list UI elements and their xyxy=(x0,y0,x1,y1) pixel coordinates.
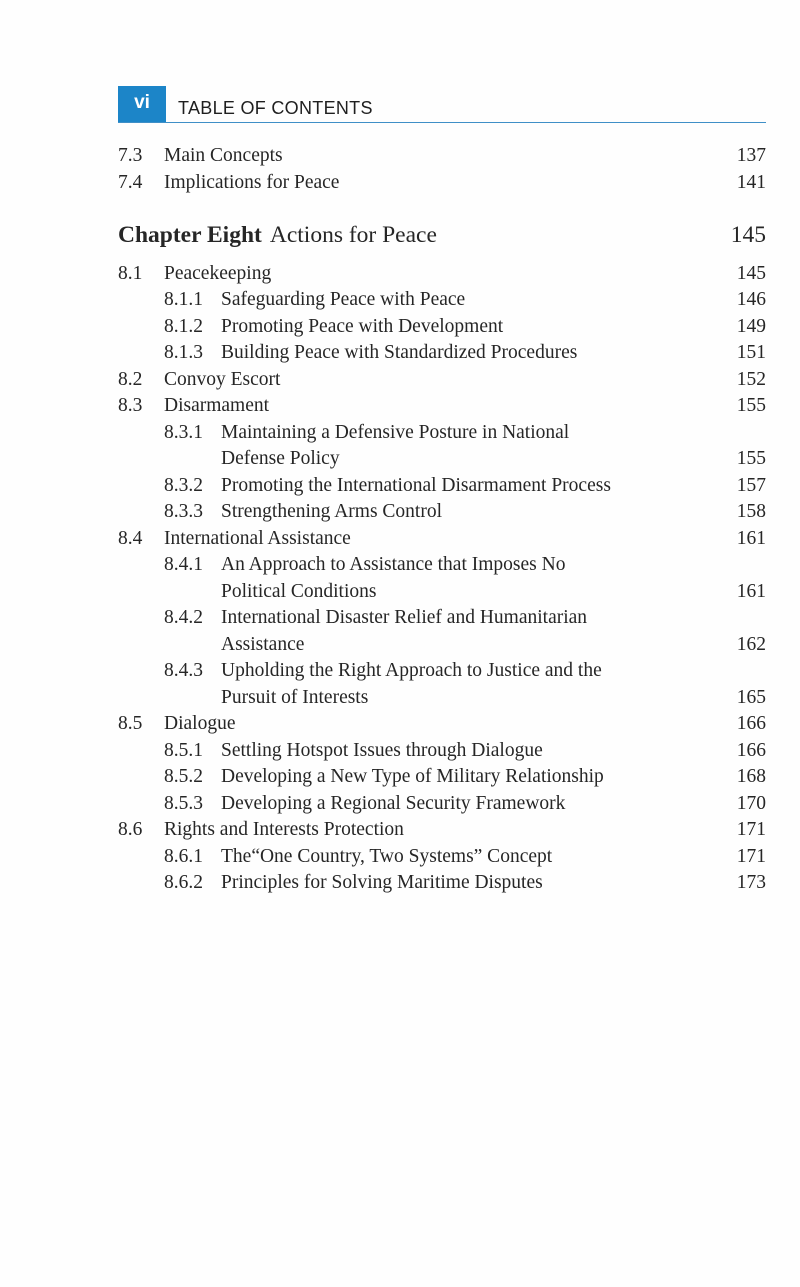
section-title: Principles for Solving Maritime Disputes xyxy=(221,872,543,893)
page-number: 162 xyxy=(736,633,766,655)
page-number: 155 xyxy=(736,395,766,416)
page-number: 173 xyxy=(736,872,766,893)
section-number: 8.1.2 xyxy=(164,315,203,337)
page-number: 168 xyxy=(736,766,766,787)
section-title: Main Concepts xyxy=(164,145,283,166)
page-number: 155 xyxy=(736,448,766,469)
section-number: 8.4.2 xyxy=(164,607,203,628)
section-number: 8.4 xyxy=(118,527,143,549)
chapter-heading xyxy=(118,220,766,250)
section-title: Implications for Peace xyxy=(164,171,340,193)
section-number: 8.4.3 xyxy=(164,660,203,681)
page-number: 165 xyxy=(736,686,766,708)
section-title: Promoting the International Disarmament Process xyxy=(221,474,611,496)
section-title: Convoy Escort xyxy=(164,368,281,390)
section-number: 8.1.3 xyxy=(164,342,203,363)
page-number: 171 xyxy=(736,845,766,867)
section-title: Dialogue xyxy=(164,713,236,734)
page-number: 149 xyxy=(736,315,766,337)
section-title: Promoting Peace with Development xyxy=(221,315,504,337)
page-number: 157 xyxy=(736,474,766,496)
section-title-continued: Political Conditions xyxy=(221,580,377,602)
page-number: 151 xyxy=(736,342,766,363)
section-number: 8.4.1 xyxy=(164,554,203,575)
section-number: 8.5.3 xyxy=(164,792,203,814)
section-title: Developing a Regional Security Framework xyxy=(221,792,566,814)
page-number-badge: vi xyxy=(118,86,166,122)
section-title: Upholding the Right Approach to Justice and the xyxy=(221,660,602,681)
section-number: 8.3.3 xyxy=(164,501,203,522)
section-title: Settling Hotspot Issues through Dialogue xyxy=(221,739,543,761)
section-title: The“One Country, Two Systems” Concept xyxy=(221,845,553,867)
chapter-label: Chapter Eight xyxy=(118,222,262,248)
section-number: 8.5.2 xyxy=(164,766,203,787)
page-number: 161 xyxy=(736,580,766,602)
section-number: 8.1 xyxy=(118,262,143,284)
section-title: An Approach to Assistance that Imposes No xyxy=(221,554,566,575)
section-title-continued: Pursuit of Interests xyxy=(221,686,369,708)
page-number: 170 xyxy=(736,792,766,814)
section-number: 8.1.1 xyxy=(164,289,203,310)
page-number: 161 xyxy=(736,527,766,549)
section-title: Developing a New Type of Military Relationship xyxy=(221,766,604,787)
section-number: 7.3 xyxy=(118,145,143,166)
section-title: Disarmament xyxy=(164,395,270,416)
page-number: 141 xyxy=(736,171,766,193)
section-number: 8.5.1 xyxy=(164,739,203,761)
page-number: 158 xyxy=(736,501,766,522)
section-number: 8.3.1 xyxy=(164,421,203,443)
section-title: Rights and Interests Protection xyxy=(164,819,404,840)
section-number: 8.5 xyxy=(118,713,143,734)
section-number: 8.3.2 xyxy=(164,474,203,496)
page-number: 137 xyxy=(736,145,766,166)
section-number: 8.3 xyxy=(118,395,143,416)
page-number: 152 xyxy=(736,368,766,390)
page-number: 166 xyxy=(736,739,766,761)
section-number: 8.6 xyxy=(118,819,143,840)
section-number: 7.4 xyxy=(118,171,143,193)
chapter-title: Actions for Peace xyxy=(269,222,437,248)
section-title-continued: Assistance xyxy=(221,633,305,655)
section-title-continued: Defense Policy xyxy=(221,448,340,469)
section-title: International Disaster Relief and Humanitarian xyxy=(221,607,588,628)
header-title: TABLE OF CONTENTS xyxy=(178,98,373,118)
section-number: 8.6.2 xyxy=(164,872,203,893)
page-number: 171 xyxy=(736,819,766,840)
page-number: 166 xyxy=(736,713,766,734)
section-title: Maintaining a Defensive Posture in National xyxy=(221,421,570,443)
section-title: Building Peace with Standardized Procedures xyxy=(221,342,578,363)
page-number: 146 xyxy=(736,289,766,310)
section-number: 8.6.1 xyxy=(164,845,203,867)
page-number: 145 xyxy=(736,262,766,284)
section-number: 8.2 xyxy=(118,368,143,390)
section-title: Safeguarding Peace with Peace xyxy=(221,289,466,310)
running-header xyxy=(118,86,766,123)
section-title: Strengthening Arms Control xyxy=(221,501,442,522)
section-title: Peacekeeping xyxy=(164,262,272,284)
section-title: International Assistance xyxy=(164,527,351,549)
chapter-page-number: 145 xyxy=(730,222,766,248)
